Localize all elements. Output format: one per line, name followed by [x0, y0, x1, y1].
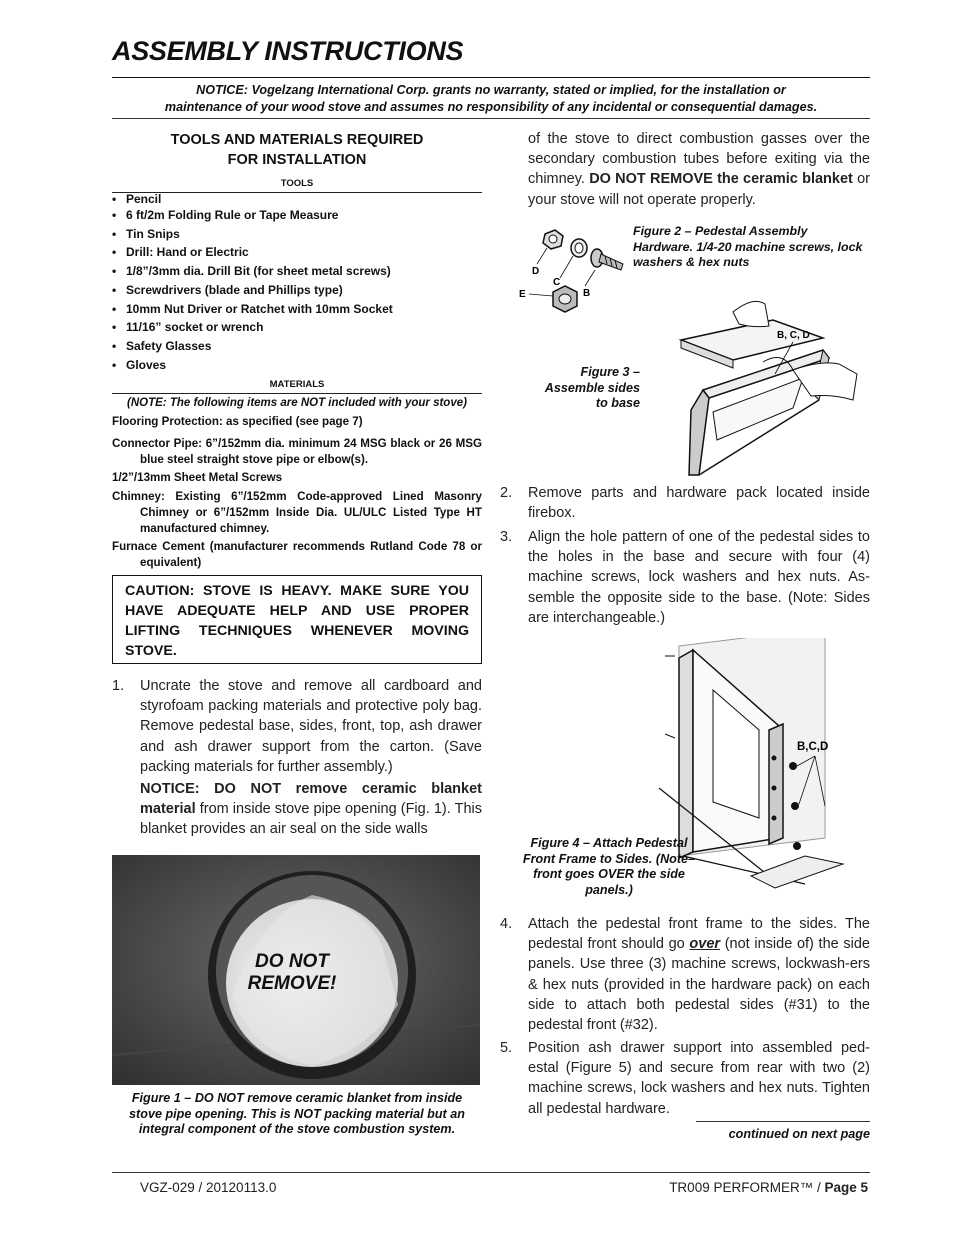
- figure-1-caption: Figure 1 – DO NOT remove ceramic blanket from inside stove pipe opening. This is NOT packing material but an integral component of the stove combustion system.: [129, 1091, 465, 1136]
- s4-over-emphasis: over: [689, 936, 721, 953]
- cont-b: or your stove will not operate properly.: [528, 171, 870, 208]
- tools-label: TOOLS: [280, 178, 314, 189]
- tool-item: • Safety Glasses: [112, 339, 211, 353]
- fig1-label-line-1: DO NOT: [255, 951, 329, 972]
- step-3-text: Align the hole pattern of one of the pedestal sides to the holes in the base and secure with four (4) machine screws, lock washers and hex nuts. As-semble the opposite side to the base. (Note: Sides are interchangeable.): [528, 529, 870, 626]
- caution-box: CAUTION: STOVE IS HEAVY. MAKE SURE YOU HAVE ADEQUATE HELP AND USE PROPER LIFTING TECHNIQUES WHENEVER MOVING STOVE.: [112, 575, 482, 664]
- tool-item: • 6 ft/2m Folding Rule or Tape Measure: [112, 208, 338, 222]
- step-number: 4.: [500, 916, 513, 932]
- footer-page-info: [669, 1180, 868, 1195]
- cont-bold: DO NOT REMOVE the ceramic blanket: [589, 171, 853, 188]
- tool-item: • 10mm Nut Driver or Ratchet with 10mm Socket: [112, 302, 393, 316]
- s4-part-a: Attach the pedestal front frame to the sides. The pedestal front should go: [528, 916, 870, 953]
- materials-note: (NOTE: The following items are NOT included with your stove): [127, 397, 467, 409]
- fig3-label: B, C, D: [777, 330, 810, 341]
- figure-3-drawing: [643, 290, 869, 480]
- warranty-notice: [112, 82, 870, 116]
- continued-rule: [696, 1121, 870, 1122]
- notice-line-2: maintenance of your wood stove and assumes no responsibility of any incidental or consequential damages.: [164, 100, 818, 114]
- continued-note: continued on next page: [728, 1127, 870, 1141]
- step-number: 2.: [500, 485, 513, 501]
- fig2-label-c: C: [553, 277, 561, 288]
- tool-item: • Drill: Hand or Electric: [112, 245, 249, 259]
- footer-product: TR009 PERFORMER™ /: [669, 1180, 825, 1195]
- notice-line-1: NOTICE: Vogelzang International Corp. grants no warranty, stated or implied, for the installation or: [196, 83, 786, 97]
- figure-3-caption: Figure 3 – Assemble sides to base: [544, 365, 640, 410]
- step-1-notice: [140, 779, 482, 840]
- cont-a: of the stove to direct combustion gasses over the secondary combustion tubes before exiting via the chimney.: [528, 131, 870, 188]
- tool-item: • 1/8”/3mm dia. Drill Bit (for sheet metal screws): [112, 264, 391, 278]
- s4-part-b: (not inside of) the side panels. Use three (3) machine screws, lockwash-ers & hex nuts (provided in the hardware pack) on each side to attach both pedestal sides (#31) to the pedestal front (#32).: [528, 936, 870, 1034]
- tool-item: • Gloves: [112, 358, 166, 372]
- notice-rule: [112, 118, 870, 119]
- fig2-label-d: D: [532, 266, 540, 277]
- figure-1-photo: [112, 855, 480, 1085]
- fig1-label-line-2: REMOVE!: [247, 973, 337, 994]
- footer-rule: [112, 1172, 870, 1173]
- step-number: 1.: [112, 678, 125, 694]
- fig2-label-e: E: [519, 289, 526, 300]
- notice-rest: from inside stove pipe opening (Fig. 1). This blanket provides an air seal on the side walls: [140, 801, 482, 838]
- footer-page-number: Page 5: [824, 1180, 868, 1195]
- materials-label: MATERIALS: [269, 379, 325, 390]
- step-2-text: Remove parts and hardware pack located inside firebox.: [528, 485, 870, 522]
- fig2-label-b: B: [583, 288, 591, 299]
- tool-item: • 11/16” socket or wrench: [112, 320, 263, 334]
- page-title: ASSEMBLY INSTRUCTIONS: [112, 36, 464, 66]
- tool-item: • Pencil: [112, 192, 161, 206]
- tools-rule: [112, 192, 482, 193]
- title-rule: [112, 77, 870, 78]
- tool-item: • Tin Snips: [112, 227, 180, 241]
- material-item: Connector Pipe: 6”/152mm dia. minimum 24 MSG black or 26 MSG blue steel straight stove pipe or elbow(s).: [112, 437, 482, 466]
- heading-line-2: FOR INSTALLATION: [227, 152, 367, 168]
- material-item: Flooring Protection: as specified (see page 7): [112, 415, 363, 428]
- material-item: 1/2”/13mm Sheet Metal Screws: [112, 471, 283, 484]
- material-item: Chimney: Existing 6”/152mm Code-approved Lined Masonry Chimney or 6”/152mm Inside Dia. UL/ULC Listed Type HT manufactured chimney.: [112, 490, 482, 535]
- tool-item: • Screwdrivers (blade and Phillips type): [112, 283, 343, 297]
- step-number: 3.: [500, 529, 513, 545]
- footer-doc-id: VGZ-029 / 20120113.0: [140, 1180, 277, 1195]
- material-item: Furnace Cement (manufacturer recommends Rutland Code 78 or equivalent): [112, 540, 482, 569]
- step-1-continuation: [528, 129, 870, 210]
- figure-2-caption: Figure 2 – Pedestal Assembly Hardware. 1/4-20 machine screws, lock washers & hex nuts: [633, 224, 863, 269]
- step-1-text: Uncrate the stove and remove all cardboard and styrofoam packing materials and protective poly bag. Remove pedestal base, sides, front, top, ash drawer and ash drawer support from the carton. (Save packing materials for further assembly.): [140, 678, 482, 775]
- heading-line-1: TOOLS AND MATERIALS REQUIRED: [170, 132, 424, 148]
- step-number: 5.: [500, 1040, 513, 1056]
- step-4-text: [528, 914, 870, 1035]
- fig4-label: B,C,D: [797, 741, 829, 753]
- materials-rule: [112, 393, 482, 394]
- notice-bold: NOTICE: DO NOT remove ceramic blanket material: [140, 781, 482, 818]
- figure-4-caption: Figure 4 – Attach Pedestal Front Frame to Sides. (Note– front goes OVER the side panels.): [522, 836, 696, 897]
- figure-2-hardware: [515, 224, 630, 324]
- step-5-text: Position ash drawer support into assembled ped-estal (Figure 5) and secure from rear with two (2) machine screws, lock washers and hex nuts. Tighten all pedestal hardware.: [528, 1040, 870, 1117]
- tools-materials-heading: [112, 130, 482, 170]
